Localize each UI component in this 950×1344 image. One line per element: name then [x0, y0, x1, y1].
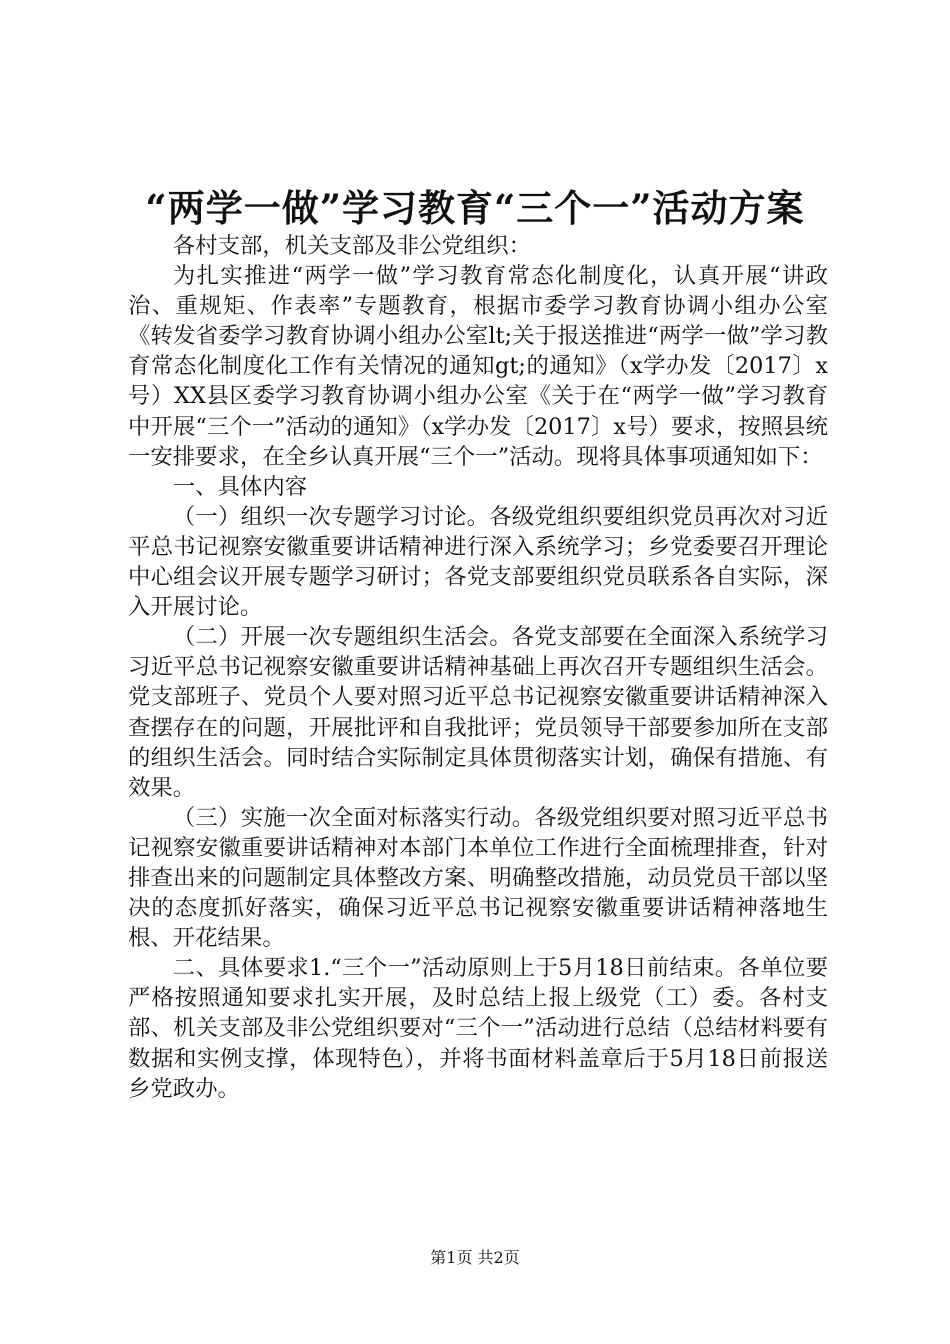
document-body [128, 231, 828, 1104]
requirements-paragraph: 二、具体要求1.“三个一”活动原则上于5月18日前结束。各单位要严格按照通知要求扎实开展，及时总结上报上级党（工）委。各村支部、机关支部及非公党组织要对“三个一”活动进行总结（总结材料要有数据和实例支撑，体现特色），并将书面材料盖章后于5月18日前报送乡党政办。 [128, 955, 828, 1102]
document-title: “两学一做”学习教育“三个一”活动方案 [145, 186, 805, 230]
item-three-paragraph: （三）实施一次全面对标落实行动。各级党组织要对照习近平总书记视察安徽重要讲话精神对本部门本单位工作进行全面梳理排查，针对排查出来的问题制定具体整改方案、明确整改措施，动员党员干部以坚决的态度抓好落实，确保习近平总书记视察安徽重要讲话精神落地生根、开花结果。 [128, 804, 828, 952]
intro-paragraph: 为扎实推进“两学一做”学习教育常态化制度化，认真开展“讲政治、重规矩、作表率”专题教育，根据市委学习教育协调小组办公室《转发省委学习教育协调小组办公室lt;关于报送推进“两学一做”学习教育常态化制度化工作有关情况的通知gt;的通知》（x学办发〔2017〕x号）XX县区委学习教育协调小组办公室《关于在“两学一做”学习教育中开展“三个一”活动的通知》（x学办发〔2017〕x号）要求，按照县统一安排要求，在全乡认真开展“三个一”活动。现将具体事项通知如下： [128, 263, 828, 470]
section-heading-content: 一、具体内容 [172, 473, 308, 500]
salutation-paragraph: 各村支部，机关支部及非公党组织： [172, 233, 532, 259]
item-two-paragraph: （二）开展一次专题组织生活会。各党支部要在全面深入系统学习习近平总书记视察安徽重要讲话精神基础上再次召开专题组织生活会。党支部班子、党员个人要对照习近平总书记视察安徽重要讲话精神深入查摆存在的问题，开展批评和自我批评；党员领导干部要参加所在支部的组织生活会。同时结合实际制定具体贯彻落实计划，确保有措施、有效果。 [128, 624, 828, 801]
item-one-paragraph: （一）组织一次专题学习讨论。各级党组织要组织党员再次对习近平总书记视察安徽重要讲话精神进行深入系统学习；乡党委要召开理论中心组会议开展专题学习研讨；各党支部要组织党员联系各自实际，深入开展讨论。 [128, 503, 828, 621]
page-number-footer: 第1页 共2页 [430, 1248, 520, 1267]
